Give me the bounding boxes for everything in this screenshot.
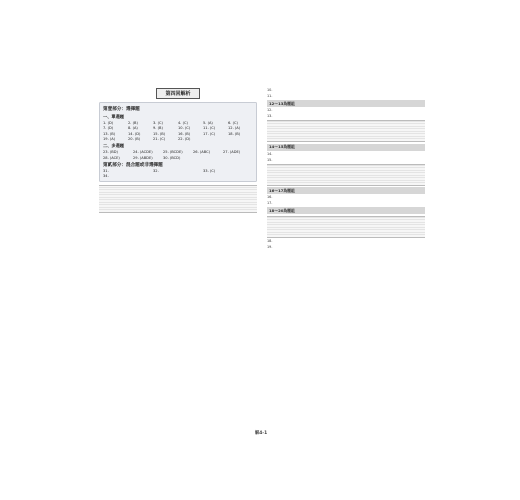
answer-item: 28. (ACE) [103,155,120,160]
explanation-item: 15. [267,157,273,162]
explanation-item: 19. [267,245,273,249]
section-items [267,195,425,206]
answer-item: 8. (A) [128,126,138,131]
shaded-passage [267,216,425,238]
page-number: 解4-1 [254,431,268,436]
answer-item: 18. (B) [228,131,241,136]
shaded-note [99,185,257,213]
answer-item: 9. (B) [153,126,163,131]
right-explanations [267,88,425,99]
answer-item: 29. (ABDE) [133,155,153,160]
section-items [267,108,425,119]
explanation-item: 13. [267,114,273,118]
explanation-item: 11. [267,94,273,98]
multi-choice-title: 二、多選題 [103,143,124,149]
answer-item: 25. (BCDE) [163,150,183,155]
part2-answers [103,169,253,179]
answer-item: 16. (B) [178,131,191,136]
answer-item: 4. (C) [178,120,188,125]
answer-item: 19. (A) [103,137,116,142]
answer-item: 1. (D) [103,120,114,125]
answer-item: 32. [153,168,159,173]
answer-item: 27. (ADE) [223,150,241,155]
answer-item: 33. (C) [203,168,216,173]
answer-item: 34. [103,174,109,179]
answer-item: 10. (C) [178,126,191,131]
answer-item: 26. (ABC) [193,150,211,155]
section-header: 16～17為題組 [267,187,425,194]
answer-item: 3. (C) [153,120,163,125]
answer-sheet-page [93,78,429,438]
section-header: 14～15為題組 [267,144,425,151]
shaded-passage [267,120,425,142]
explanation-item: 16. [267,195,273,199]
explanation-item: 12. [267,108,273,112]
answer-item: 7. (D) [103,126,114,131]
single-choice-answers [103,121,253,142]
answer-item: 24. (ACDE) [133,150,153,155]
answer-item: 22. (D) [178,137,191,142]
single-choice-title: 一、單選題 [103,113,124,119]
answer-item: 23. (BD) [103,150,118,155]
explanation-item: 18. [267,239,273,243]
explanation-item: 17. [267,201,273,205]
multi-choice-answers [103,150,253,160]
answer-item: 6. (C) [228,120,238,125]
shaded-passage [267,164,425,186]
answer-item: 12. (A) [228,126,241,131]
answer-item: 2. (B) [128,120,138,125]
right-column [267,88,425,428]
answer-item: 30. (BCD) [163,155,181,160]
answer-item: 14. (D) [128,131,141,136]
answer-item: 21. (C) [153,137,166,142]
page-title: 第四回解析 [156,88,200,99]
explanation-item: 14. [267,151,273,156]
answer-key-box [99,102,257,182]
explanation-item: 10. [267,88,273,92]
answer-item: 13. (B) [103,131,116,136]
left-column [99,88,257,428]
section-items [267,239,425,250]
answer-item: 31. [103,168,109,173]
part2-title: 第貳部分：混合題或非選擇題 [103,162,163,168]
answer-item: 11. (C) [203,126,216,131]
section-items [267,152,425,163]
part1-title: 第壹部分：選擇題 [103,107,140,112]
answer-item: 15. (B) [153,131,166,136]
answer-item: 5. (A) [203,120,213,125]
section-header: 18～20為題組 [267,207,425,214]
section-header: 12～13為題組 [267,100,425,107]
answer-item: 17. (C) [203,131,216,136]
answer-item: 20. (B) [128,137,141,142]
